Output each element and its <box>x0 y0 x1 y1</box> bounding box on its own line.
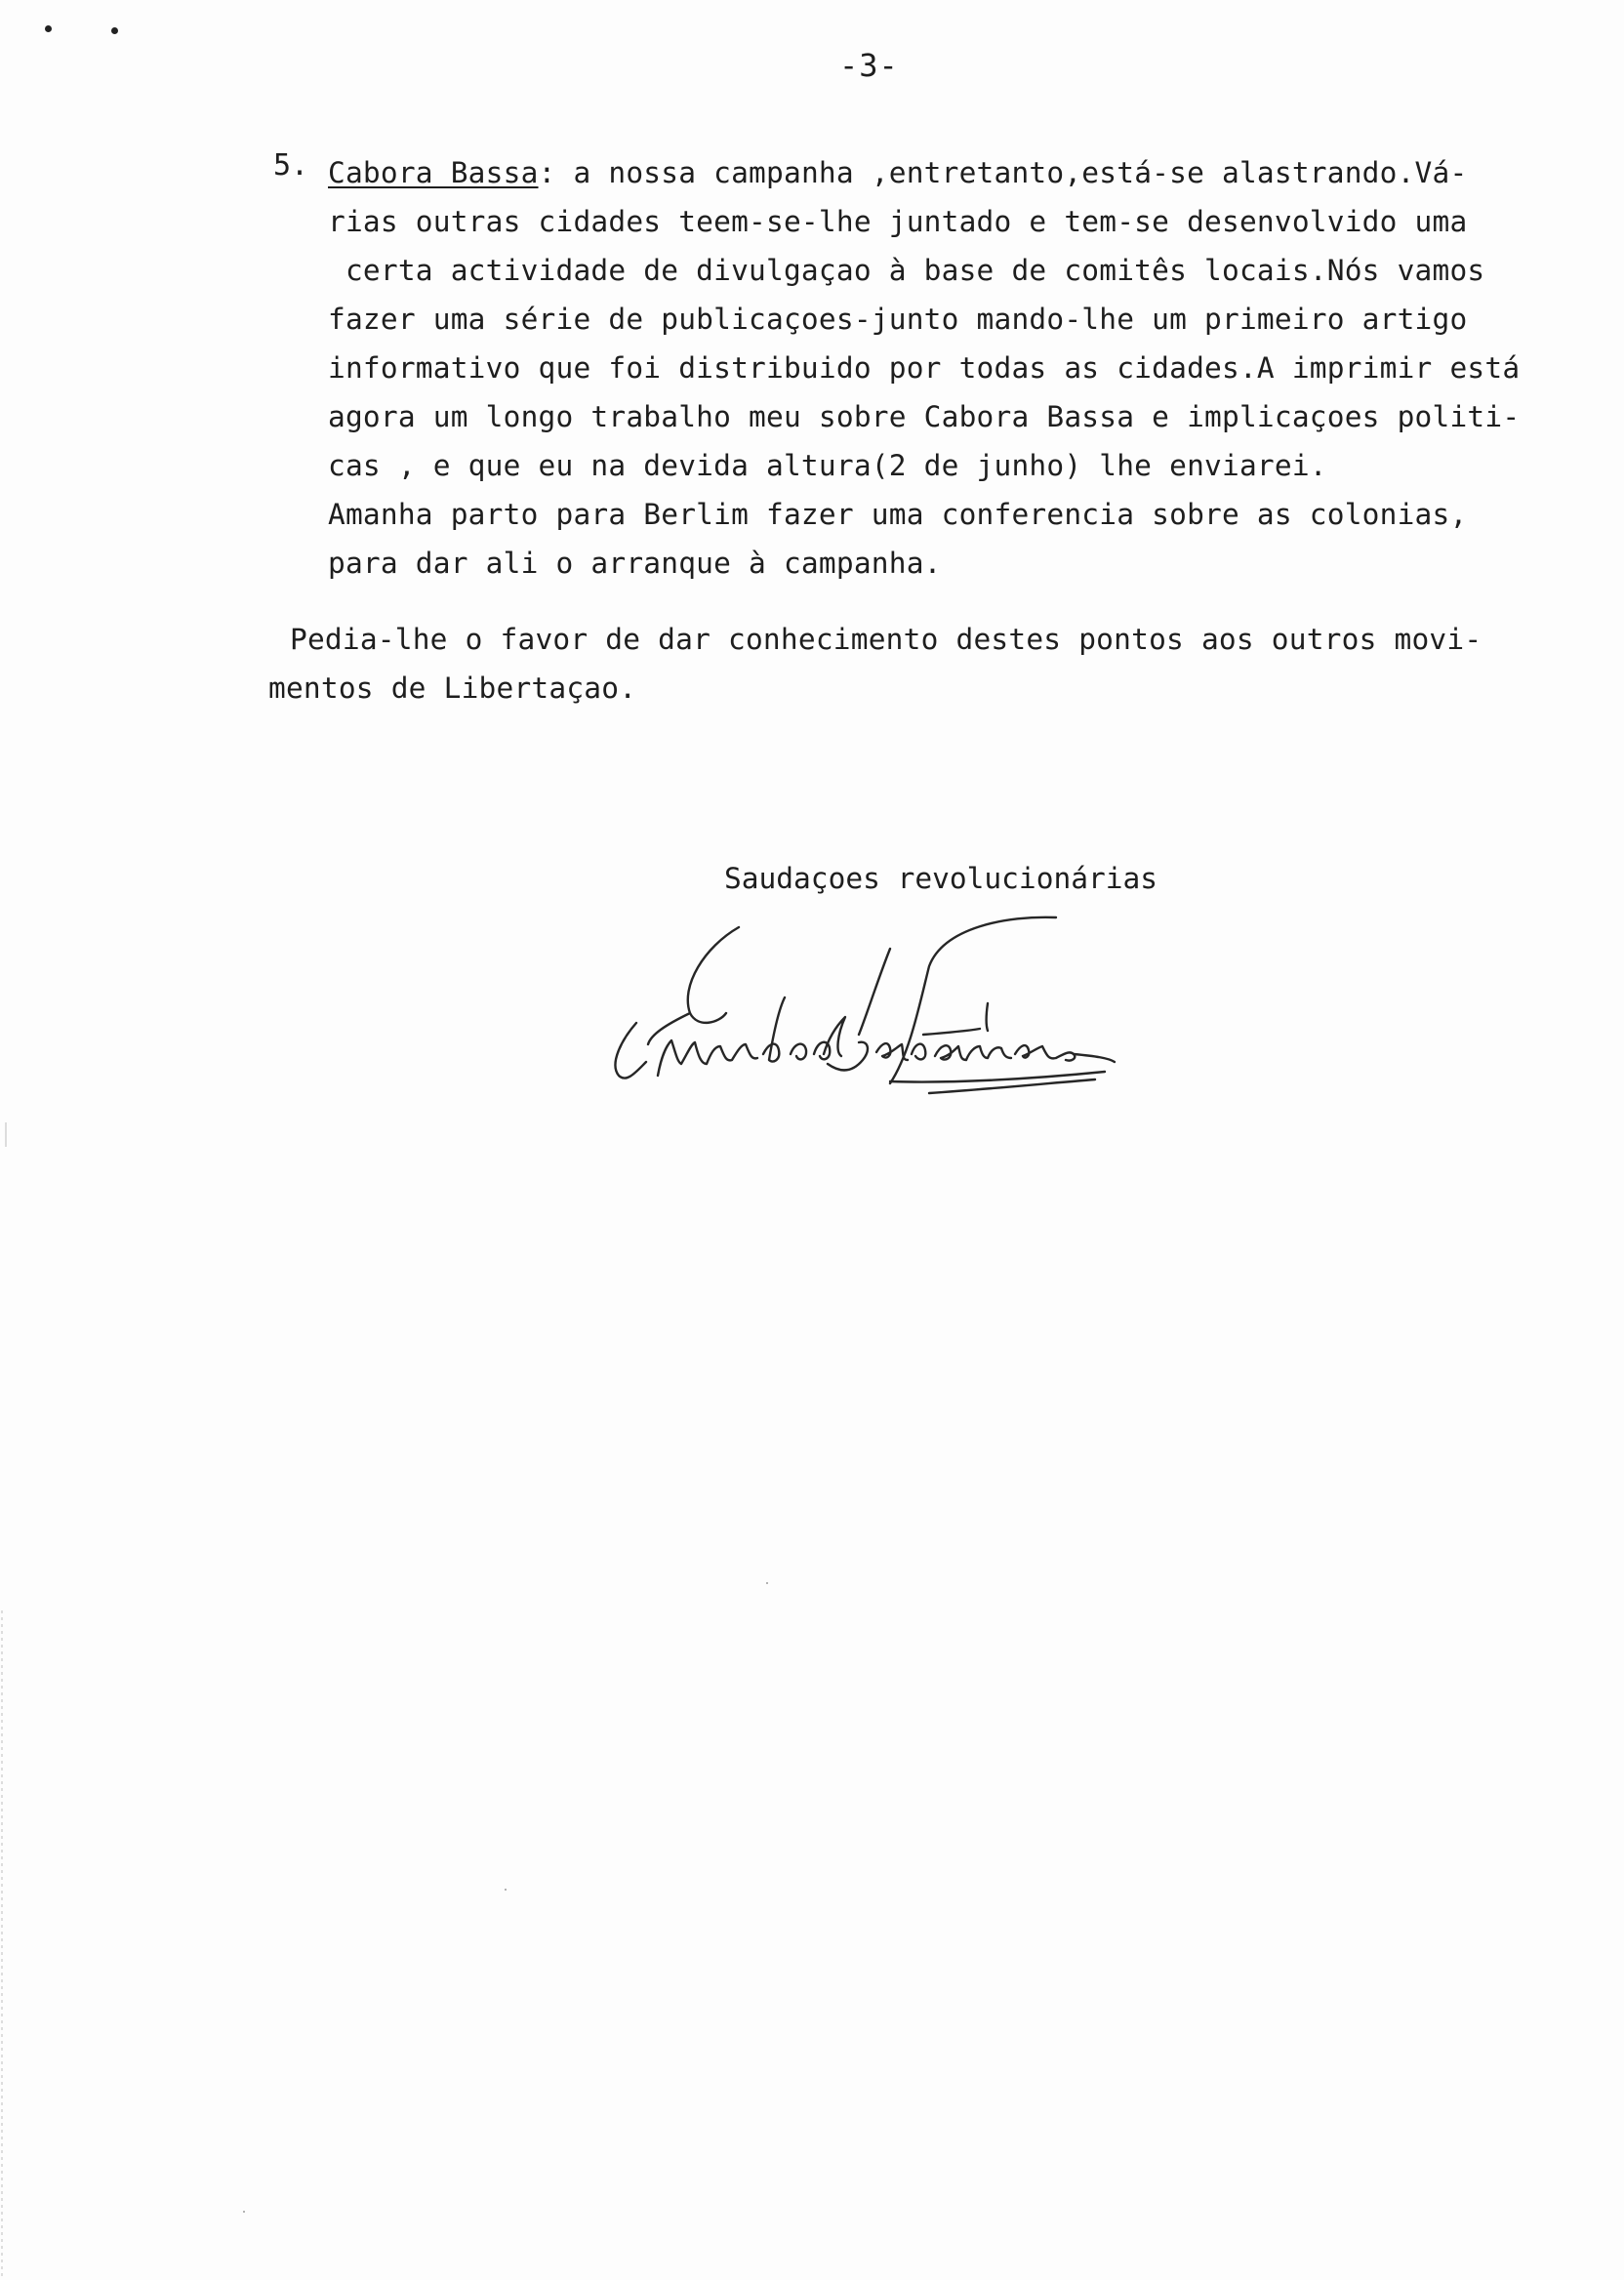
punch-mark-left <box>45 25 52 32</box>
item-line-3: certa actividade de divulgaçao à base de comitês locais.Nós vamos <box>328 254 1485 287</box>
item-line-9: para dar ali o arranque à campanha. <box>328 547 942 580</box>
item-body <box>328 148 1548 588</box>
salutation: Saudaçoes revolucionárias <box>724 862 1158 895</box>
item-line-8: Amanha parto para Berlim fazer uma conferencia sobre as colonias, <box>328 498 1468 531</box>
item-line-4: fazer uma série de publicaçoes-junto mando-lhe um primeiro artigo <box>328 303 1468 336</box>
closing-paragraph <box>268 615 1557 712</box>
item-line-6: agora um longo trabalho meu sobre Cabora Bassa e implicaçoes politi- <box>328 400 1521 433</box>
item-line-7: cas , e que eu na devida altura(2 de junho) lhe enviarei. <box>328 449 1327 482</box>
punch-mark-right <box>111 27 118 34</box>
page-number: -3- <box>839 47 899 84</box>
item-line-5: informativo que foi distribuido por todas as cidades.A imprimir está <box>328 351 1521 385</box>
item-line-1 <box>328 148 1548 197</box>
closing-line-1: Pedia-lhe o favor de dar conhecimento destes pontos aos outros movi- <box>290 623 1482 656</box>
item-line-1-text: : a nossa campanha ,entretanto,está-se alastrando.Vá- <box>538 156 1468 189</box>
item-heading: Cabora Bassa <box>328 156 539 189</box>
handwritten-signature <box>597 908 1241 1122</box>
item-number: 5. <box>273 148 309 183</box>
item-line-2: rias outras cidades teem-se-lhe juntado e tem-se desenvolvido uma <box>328 205 1468 238</box>
closing-line-2: mentos de Libertaçao. <box>268 672 637 705</box>
